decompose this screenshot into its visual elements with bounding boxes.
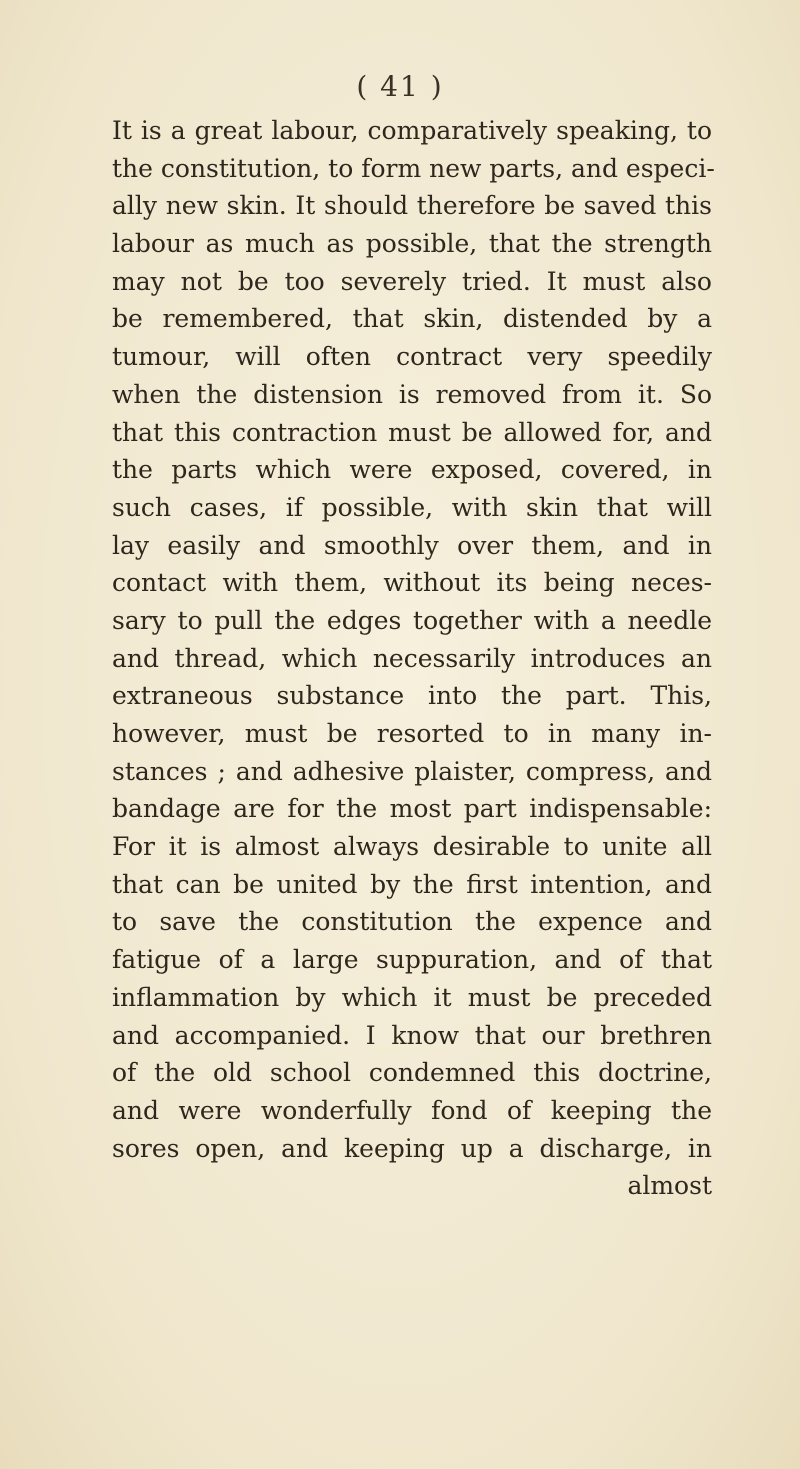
- text-line: bandage are for the most part indispensable:: [112, 794, 712, 824]
- text-line: For it is almost always desirable to unite all: [112, 832, 712, 862]
- text-line: when the distension is removed from it. So: [112, 379, 712, 409]
- text-line: ally new skin. It should therefore be saved this: [112, 191, 712, 221]
- text-line: fatigue of a large suppuration, and of that: [112, 945, 712, 975]
- text-line: however, must be resorted to in many in-: [112, 719, 712, 748]
- text-line: to save the constitution the expence and: [112, 907, 712, 937]
- text-line: be remembered, that skin, distended by a: [112, 304, 712, 334]
- catchword: almost: [627, 1171, 712, 1201]
- text-line: labour as much as possible, that the strength: [112, 229, 712, 259]
- text-line: of the old school condemned this doctrine,: [112, 1058, 712, 1088]
- text-line: stances ; and adhesive plaister, compress, and: [112, 756, 712, 786]
- page-number: ( 41 ): [356, 70, 444, 103]
- text-line: that can be united by the first intention, and: [112, 869, 712, 899]
- text-line: lay easily and smoothly over them, and in: [112, 530, 712, 560]
- text-line: contact with them, without its being neces-: [112, 568, 712, 598]
- text-line: that this contraction must be allowed for, and: [112, 417, 712, 447]
- text-line: and thread, which necessarily introduces an: [112, 643, 712, 673]
- text-line: extraneous substance into the part. This,: [112, 681, 712, 711]
- body-text: [112, 112, 715, 1205]
- text-line: may not be too severely tried. It must also: [112, 266, 712, 296]
- text-line: such cases, if possible, with skin that will: [112, 492, 712, 522]
- text-line: It is a great labour, comparatively speaking, to: [112, 116, 712, 145]
- text-line: tumour, will often contract very speedily: [112, 342, 712, 372]
- text-line: and accompanied. I know that our brethren: [112, 1020, 712, 1050]
- text-line: sary to pull the edges together with a needle: [112, 605, 712, 635]
- text-line: inflammation by which it must be preceded: [112, 982, 712, 1012]
- text-line: the constitution, to form new parts, and especi-: [112, 153, 715, 183]
- text-line: the parts which were exposed, covered, in: [112, 455, 712, 485]
- text-line: sores open, and keeping up a discharge, in: [112, 1133, 712, 1163]
- text-line: and were wonderfully fond of keeping the: [112, 1095, 712, 1125]
